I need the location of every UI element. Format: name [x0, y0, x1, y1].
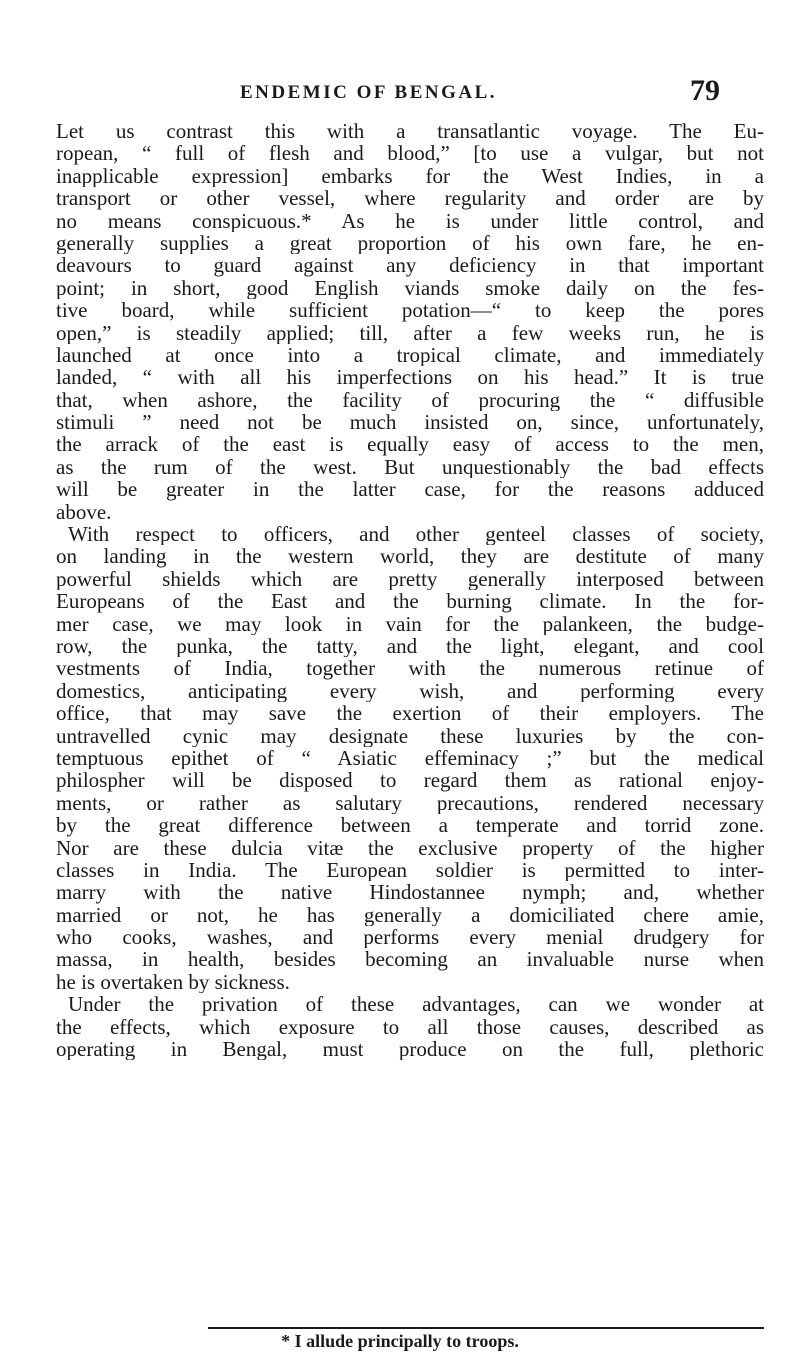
footnote-rule	[208, 1327, 764, 1329]
text-line: row, the punka, the tatty, and the light, elegant, and cool	[56, 634, 764, 658]
text-line: With respect to officers, and other genteel classes of society,	[68, 523, 764, 546]
text-line: inapplicable expression] embarks for the West Indies, in a	[56, 164, 764, 188]
text-line: operating in Bengal, must produce on the full, plethoric	[56, 1038, 764, 1061]
text-line: temptuous epithet of “ Asiatic effeminacy ;” but the medical	[56, 746, 764, 770]
text-line: launched at once into a tropical climate, and immediately	[56, 343, 764, 367]
text-line: stimuli ” need not be much insisted on, since, unfortunately,	[56, 411, 764, 434]
text-line: he is overtaken by sickness.	[56, 970, 290, 994]
text-line: Europeans of the East and the burning climate. In the for-	[56, 590, 764, 613]
text-line: landed, “ with all his imperfections on his head.” It is true	[56, 366, 764, 389]
text-line: massa, in health, besides becoming an invaluable nurse when	[56, 948, 764, 971]
text-line: vestments of India, together with the numerous retinue of	[56, 657, 764, 680]
text-line: who cooks, washes, and performs every menial drudgery for	[56, 926, 764, 949]
text-line: ropean, “ full of flesh and blood,” [to use a vulgar, but not	[56, 142, 764, 165]
text-line: Let us contrast this with a transatlantic voyage. The Eu-	[56, 120, 764, 143]
text-line: deavours to guard against any deficiency in that important	[56, 254, 764, 277]
text-line: mer case, we may look in vain for the palankeen, the budge-	[56, 612, 764, 635]
text-line: tive board, while sufficient potation—“ to keep the pores	[56, 299, 764, 322]
text-line: classes in India. The European soldier is permitted to inter-	[56, 858, 764, 882]
text-line: married or not, he has generally a domiciliated chere amie,	[56, 903, 764, 927]
text-line: untravelled cynic may designate these luxuries by the con-	[56, 724, 764, 747]
text-line: that, when ashore, the facility of procuring the “ diffusible	[56, 388, 764, 412]
text-line: the effects, which exposure to all those causes, described as	[56, 1015, 764, 1039]
text-line: open,” is steadily applied; till, after a few weeks run, he is	[56, 321, 764, 344]
text-line: ments, or rather as salutary precautions, rendered necessary	[56, 791, 764, 815]
text-line: on landing in the western world, they are destitute of many	[56, 545, 764, 568]
running-head: ENDEMIC OF BENGAL.	[240, 82, 498, 103]
text-line: domestics, anticipating every wish, and performing every	[56, 679, 764, 703]
text-line: the arrack of the east is equally easy of access to the men,	[56, 433, 764, 456]
text-line: transport or other vessel, where regularity and order are by	[56, 187, 764, 210]
text-line: will be greater in the latter case, for the reasons adduced	[56, 478, 764, 501]
body-text	[56, 120, 764, 1060]
text-line: marry with the native Hindostannee nymph; and, whether	[56, 881, 764, 904]
text-line: powerful shields which are pretty generally interposed between	[56, 567, 764, 591]
footnote: * I allude principally to troops.	[281, 1331, 519, 1351]
text-line: as the rum of the west. But unquestionably the bad effects	[56, 455, 764, 479]
text-line: no means conspicuous.* As he is under little control, and	[56, 209, 764, 232]
text-line: office, that may save the exertion of their employers. The	[56, 702, 764, 725]
text-line: Nor are these dulcia vitæ the exclusive property of the higher	[56, 836, 764, 859]
text-line: Under the privation of these advantages, can we wonder at	[68, 993, 764, 1016]
text-line: philospher will be disposed to regard them as rational enjoy-	[56, 769, 764, 792]
text-line: above.	[56, 500, 112, 524]
page-header	[0, 72, 800, 112]
text-line: point; in short, good English viands smoke daily on the fes-	[56, 276, 764, 300]
text-line: by the great difference between a temperate and torrid zone.	[56, 814, 764, 837]
text-line: generally supplies a great proportion of his own fare, he en-	[56, 231, 764, 255]
page-number: 79	[690, 74, 720, 107]
